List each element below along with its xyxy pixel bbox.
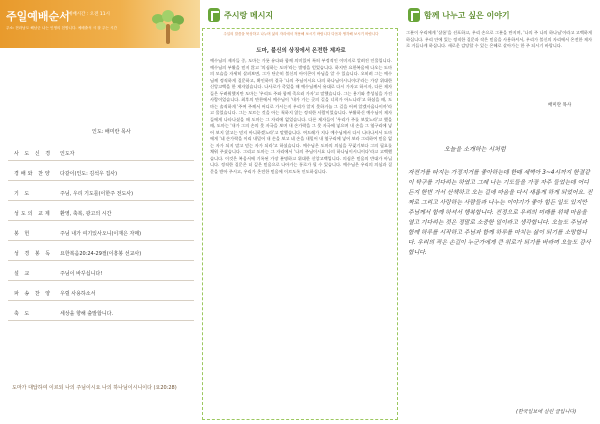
order-key: 파 송 찬 양 xyxy=(14,291,53,297)
order-row xyxy=(8,306,194,321)
order-value: 주님이 바꾸십니다! xyxy=(60,271,103,277)
order-value: 다같이(인도: 김석우 집사) xyxy=(60,171,118,177)
sharing-signature: 배미란 목사 xyxy=(548,103,572,108)
order-row xyxy=(8,226,194,241)
sermon-heading: 주시랑 메시지 xyxy=(224,11,274,20)
order-key: 설 교 xyxy=(14,271,32,277)
order-row xyxy=(8,246,194,261)
sharing-heading: 함께 나누고 싶은 이야기 xyxy=(424,11,510,20)
sermon-body: 예수님의 제자들 중, 도마는 가룟 유다와 함께 의미있어 특히 부정적인 이미지로 알려진 인물입니다. 예수님의 부활을 믿지 않고 '의심하는 도마'라는 별명을 얻었습니다. 하지만 요한복음에 나오는 도마의 모습을 자세히 살펴보면, 그가 단순히 불신의 아이콘이 아님을 알 수 있습니다. 오히려 그는 예수님께 정직하게 질문하고, 확인하며 결국 '나의 주님이시요 나의 하나님이시니이다'라는 가장 위대한 신앙고백을 한 제자였습니다. 나사로가 죽었을 때 예수님께서 유대로 다시 가자고 하시자, 다른 제자들은 두려워했지만 도마는 '우리도 주와 함께 죽으러 가자'고 말했습니다. 그는 용기와 충성심을 가진 사람이었습니다. 최후의 만찬에서 예수님이 '내가 가는 곳의 길을 너희가 아느니라'고 하셨을 때, 도마는 솔직하게 '주여 주께서 어디로 가시는지 우리가 알지 못하거늘 그 길을 어찌 알겠사옵나이까'라고 물었습니다. 그는 모르는 것을 아는 척하지 않는 정직한 사람이었습니다. 부활하신 예수님이 제자들에게 나타나셨을 때 도마는 그 자리에 없었습니다. 다른 제자들이 '우리가 주를 보았노라'고 했을 때, 도마는 '내가 그의 손의 못 자국을 보며 내 손가락을 그 못 자국에 넣으며 내 손을 그 옆구리에 넣어 보지 않고는 믿지 아니하겠노라'고 말했습니다. 여드레가 지나 예수님께서 다시 나타나셔서 도마에게 '네 손가락을 이리 내밀어 내 손을 보고 네 손을 내밀어 내 옆구리에 넣어 보라 그리하여 믿음 없는 자가 되지 말고 믿는 자가 되라'고 하셨습니다. 예수님은 도마의 의심을 꾸짖기보다 그의 필요를 채워 주셨습니다. 그리고 도마는 그 자리에서 '나의 주님이시요 나의 하나님이시니이다'라고 고백했습니다. 이것은 복음서에 기록된 가장 분명하고 위대한 신앙고백입니다. 의심은 믿음의 반대가 아닙니다. 정직한 질문은 더 깊은 믿음으로 나아가는 통로가 될 수 있습니다. 예수님은 우리의 의심과 질문을 받아 주시고, 우리가 온전한 믿음에 이르도록 인도하십니다. xyxy=(210,58,392,174)
sermon-icon xyxy=(208,8,220,22)
worship-header xyxy=(0,0,200,48)
poem-credit: (한국일보에 실린 글입니다) xyxy=(516,409,577,415)
worship-time: 예배시간 : 오전 11시 xyxy=(68,12,110,17)
sermon-title: 도마, 불신의 상징에서 온전한 제자로 xyxy=(256,48,346,54)
order-value: 요한복음20:24-29절(이흥봉 선교사) xyxy=(60,251,142,257)
order-row xyxy=(8,186,194,201)
sermon-panel xyxy=(200,0,400,424)
poem-title: 오늘을 소개하는 시처럼 xyxy=(444,146,506,153)
order-value: 인도자 xyxy=(60,151,75,157)
order-value: 우릴 사용하소서 xyxy=(60,291,96,297)
sharing-intro: 그분이 우리에게 '샬롬'을 선포하고, 우리 손으로 그분을 만지며, '나의 주 나의 하나님'이라고 고백하게 하십니다. 우리 안에 있는 정직한 질문과 작은 믿음을 사용하셔서, 우리가 불신의 자리에서 온전한 제자로 거듭나게 하십니다. 새로운 감당할 수 있는 은혜로 살아가는 한 주 되시기 바랍니다. xyxy=(406,30,592,48)
order-key: 기 도 xyxy=(14,191,32,197)
order-row xyxy=(8,286,194,301)
order-row xyxy=(8,166,194,181)
order-key: 경배와 찬양 xyxy=(14,171,52,177)
order-row xyxy=(8,146,194,161)
order-key: 사 도 신 경 xyxy=(14,151,53,157)
worship-title: 주일예배순서 xyxy=(6,10,70,23)
order-value: 주님 내가 여기있사오니(이재은 자매) xyxy=(60,231,142,237)
scripture-footer: 도마가 대답하여 이르되 나의 주님이시요 나의 하나님이시니이다 (요20:28) xyxy=(12,385,177,391)
order-value: 주님, 우리 기도를(이한주 전도사) xyxy=(60,191,134,197)
order-value: 환영, 축복, 광고의 시간 xyxy=(60,211,112,217)
order-key: 축 도 xyxy=(14,311,32,317)
order-key: 성 경 봉 독 xyxy=(14,251,53,257)
order-row xyxy=(8,206,194,221)
preacher-line: 인도: 배미란 목사 xyxy=(92,129,131,135)
order-key: 봉 헌 xyxy=(14,231,32,237)
order-key: 성도의 교제 xyxy=(14,211,52,217)
order-value: 세상을 향해 출발합니다. xyxy=(60,311,114,317)
tree-logo-icon xyxy=(148,10,188,46)
order-of-worship-panel xyxy=(0,0,200,424)
header-address: 주소: 전라남도 해남군 나는 인생의 친합니다. 예배출석 시 잘 주는 시간 xyxy=(6,26,117,30)
poem-body: 자전거를 타지는 가정지거를 좋아하는데 한때 새벽아 3~4시까지 한결같이 탁구를 기다리는 하였고 그래 나는 기도들을 가장 자주 들었는데 어디든지 한번 가서 산책하고 오는 길에 마음을 다시 새롭게 하게 되었어요. 진짜로 그리고 사랑하는 사람들과 나누는 이야기가 좋아 힘든 일도 있지만 주님께서 함께 하셔서 행복합니다. 진정으로 우리의 미래를 위해 마음을 열고 기다리는 것은 정말로 소중한 일이라고 생각합니다. 오늘도 주님과 함께 하루를 시작하고 주님과 함께 하루를 마치는 삶이 되기를 소망합니다. 우리의 작은 손길이 누군가에게 큰 위로가 되기를 바라며 오늘도 감사합니다. xyxy=(408,170,593,256)
order-row xyxy=(8,266,194,281)
sermon-note: 주일의 말씀을 묵상하고 나누며 삶의 자리에서 적용해 보시기 바랍니다 다음과 생각해 보시기 바랍니다 xyxy=(223,32,379,36)
sharing-icon xyxy=(408,8,420,22)
